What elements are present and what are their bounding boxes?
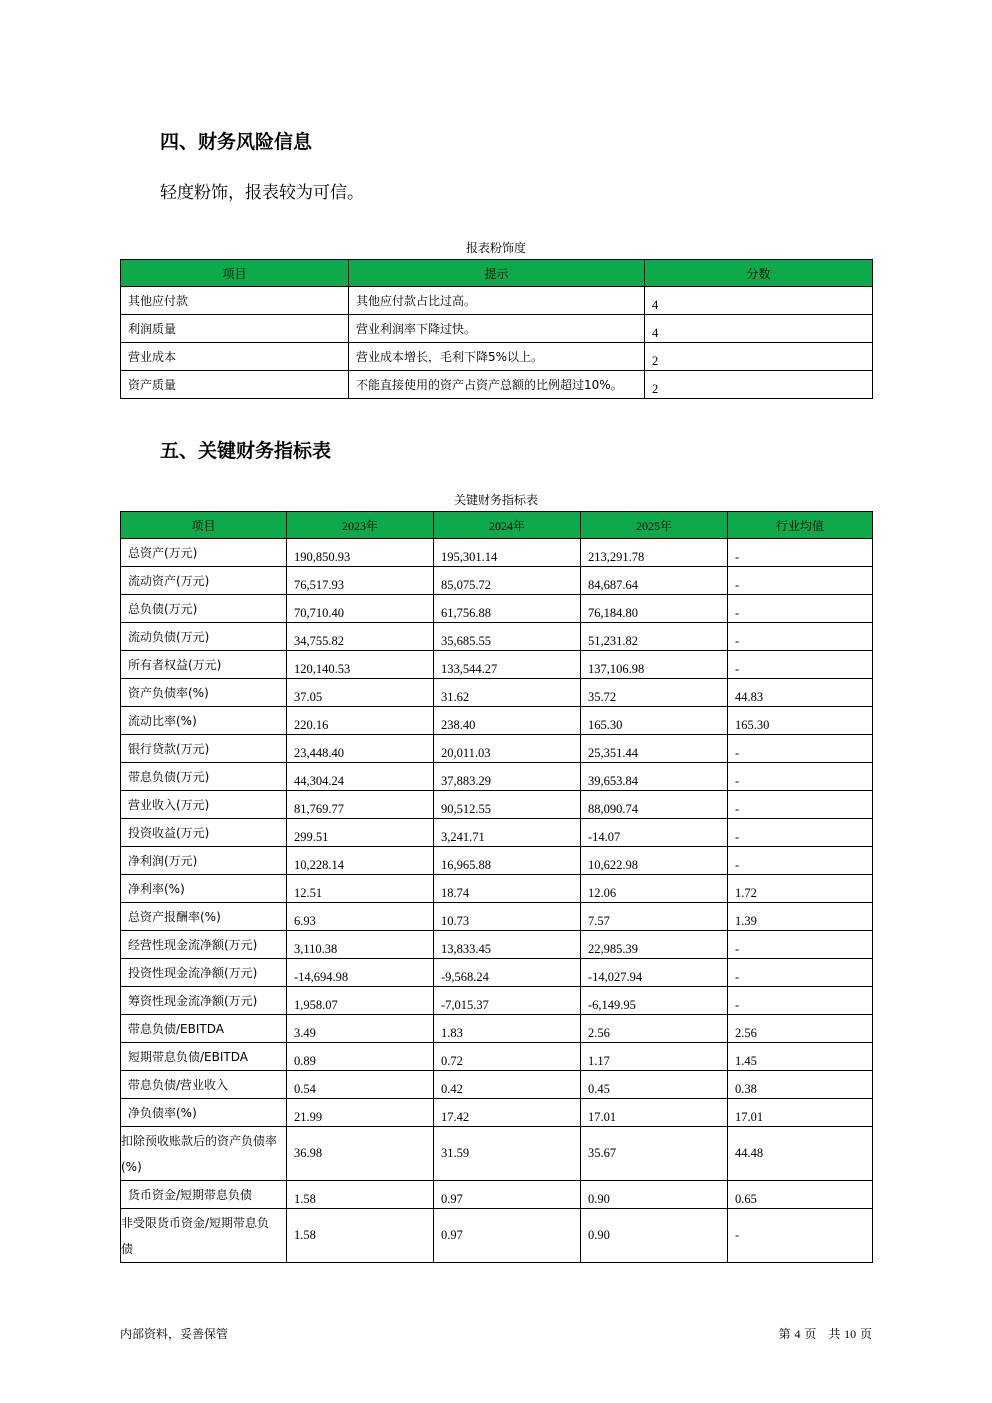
kpi-2025-cell: 12.06 [581,875,728,903]
risk-score-cell: 2 [645,371,873,399]
kpi-2025-cell: 1.17 [581,1043,728,1071]
kpi-item-cell: 营业收入(万元) [121,791,287,819]
kpi-2023-cell: 12.51 [287,875,434,903]
kpi-industry-avg-cell: 165.30 [728,707,873,735]
kpi-2023-cell: 1.58 [287,1181,434,1209]
kpi-2025-cell: 165.30 [581,707,728,735]
risk-table-header [121,260,873,287]
kpi-industry-avg-cell: - [728,623,873,651]
footer-confidential: 内部资料，妥善保管 [120,1327,229,1341]
kpi-2024-cell: 1.83 [434,1015,581,1043]
kpi-table-row [121,1209,873,1263]
kpi-item-cell: 扣除预收账款后的资产负债率(%) [121,1127,287,1181]
kpi-col-item: 项目 [121,512,287,539]
section5-heading: 五、关键财务指标表 [160,440,332,462]
risk-col-score: 分数 [645,260,873,287]
kpi-item-cell: 投资收益(万元) [121,819,287,847]
kpi-table-row [121,931,873,959]
kpi-2023-cell: 120,140.53 [287,651,434,679]
kpi-2023-cell: 21.99 [287,1099,434,1127]
kpi-item-cell: 非受限货币资金/短期带息负债 [121,1209,287,1263]
kpi-item-cell: 流动资产(万元) [121,567,287,595]
risk-score-cell: 4 [645,287,873,315]
kpi-industry-avg-cell: - [728,1209,873,1263]
kpi-table-row [121,1099,873,1127]
kpi-2025-cell: 0.90 [581,1181,728,1209]
risk-item-cell: 利润质量 [121,315,349,343]
kpi-2024-cell: 133,544.27 [434,651,581,679]
risk-item-cell: 其他应付款 [121,287,349,315]
kpi-table-row [121,903,873,931]
kpi-2024-cell: 16,965.88 [434,847,581,875]
risk-item-cell: 营业成本 [121,343,349,371]
kpi-2023-cell: 81,769.77 [287,791,434,819]
kpi-industry-avg-cell: - [728,595,873,623]
kpi-industry-avg-cell: 0.38 [728,1071,873,1099]
kpi-item-cell: 筹资性现金流净额(万元) [121,987,287,1015]
kpi-2024-cell: 10.73 [434,903,581,931]
kpi-table-row [121,1043,873,1071]
kpi-2023-cell: 70,710.40 [287,595,434,623]
kpi-2025-cell: 84,687.64 [581,567,728,595]
kpi-industry-avg-cell: 1.39 [728,903,873,931]
kpi-table-row [121,791,873,819]
kpi-table-row [121,847,873,875]
kpi-2023-cell: 36.98 [287,1127,434,1181]
kpi-item-cell: 短期带息负债/EBITDA [121,1043,287,1071]
kpi-2023-cell: 299.51 [287,819,434,847]
kpi-2023-cell: 6.93 [287,903,434,931]
kpi-item-cell: 带息负债/营业收入 [121,1071,287,1099]
kpi-item-cell: 银行贷款(万元) [121,735,287,763]
kpi-2023-cell: 10,228.14 [287,847,434,875]
kpi-col-2025: 2025年 [581,512,728,539]
kpi-industry-avg-cell: - [728,735,873,763]
kpi-industry-avg-cell: 0.65 [728,1181,873,1209]
kpi-industry-avg-cell: - [728,539,873,567]
kpi-table-row [121,1127,873,1181]
risk-table-row [121,315,873,343]
footer-page-number [779,1325,872,1342]
kpi-2024-cell: 31.62 [434,679,581,707]
kpi-table-row [121,763,873,791]
kpi-2023-cell: 0.89 [287,1043,434,1071]
kpi-item-cell: 净利率(%) [121,875,287,903]
kpi-industry-avg-cell: 44.48 [728,1127,873,1181]
kpi-table-row [121,707,873,735]
kpi-2023-cell: 3,110.38 [287,931,434,959]
kpi-table-row [121,987,873,1015]
risk-hint-cell: 不能直接使用的资产占资产总额的比例超过10%。 [349,371,645,399]
kpi-item-cell: 总资产报酬率(%) [121,903,287,931]
kpi-industry-avg-cell: - [728,651,873,679]
kpi-table-row [121,539,873,567]
kpi-item-cell: 净利润(万元) [121,847,287,875]
kpi-2024-cell: -9,568.24 [434,959,581,987]
kpi-table [120,511,873,1263]
kpi-table-header [121,512,873,539]
kpi-2025-cell: 22,985.39 [581,931,728,959]
kpi-table-row [121,1015,873,1043]
risk-item-cell: 资产质量 [121,371,349,399]
kpi-2024-cell: 0.97 [434,1209,581,1263]
risk-score-cell: 4 [645,315,873,343]
kpi-2025-cell: 35.67 [581,1127,728,1181]
kpi-industry-avg-cell: - [728,819,873,847]
kpi-2023-cell: 190,850.93 [287,539,434,567]
risk-hint-cell: 营业利润率下降过快。 [349,315,645,343]
kpi-2024-cell: 18.74 [434,875,581,903]
kpi-2025-cell: -6,149.95 [581,987,728,1015]
kpi-2024-cell: 0.97 [434,1181,581,1209]
kpi-2025-cell: 88,090.74 [581,791,728,819]
kpi-2023-cell: 44,304.24 [287,763,434,791]
kpi-2025-cell: -14,027.94 [581,959,728,987]
kpi-table-caption: 关键财务指标表 [453,493,538,507]
kpi-2024-cell: 35,685.55 [434,623,581,651]
kpi-2025-cell: 0.90 [581,1209,728,1263]
kpi-table-row [121,735,873,763]
risk-score-cell: 2 [645,343,873,371]
kpi-2025-cell: 0.45 [581,1071,728,1099]
kpi-table-row [121,875,873,903]
kpi-industry-avg-cell: 1.45 [728,1043,873,1071]
kpi-item-cell: 总负债(万元) [121,595,287,623]
kpi-table-row [121,651,873,679]
kpi-2025-cell: 76,184.80 [581,595,728,623]
page-total: 10 [844,1327,857,1341]
kpi-2024-cell: 20,011.03 [434,735,581,763]
kpi-table-row [121,567,873,595]
kpi-2023-cell: 76,517.93 [287,567,434,595]
kpi-item-cell: 净负债率(%) [121,1099,287,1127]
kpi-2025-cell: 2.56 [581,1015,728,1043]
kpi-2023-cell: 3.49 [287,1015,434,1043]
kpi-2024-cell: 238.40 [434,707,581,735]
kpi-2023-cell: 34,755.82 [287,623,434,651]
page-current: 4 [794,1327,801,1341]
page-prefix: 第 [778,1327,791,1341]
kpi-item-cell: 流动负债(万元) [121,623,287,651]
kpi-industry-avg-cell: 2.56 [728,1015,873,1043]
kpi-2024-cell: 3,241.71 [434,819,581,847]
kpi-2024-cell: -7,015.37 [434,987,581,1015]
kpi-item-cell: 所有者权益(万元) [121,651,287,679]
page-suffix: 页 [859,1327,872,1341]
kpi-industry-avg-cell: 1.72 [728,875,873,903]
kpi-2025-cell: 213,291.78 [581,539,728,567]
kpi-2025-cell: 10,622.98 [581,847,728,875]
page-mid: 页 共 [804,1327,841,1341]
kpi-2023-cell: -14,694.98 [287,959,434,987]
kpi-col-industry-avg: 行业均值 [728,512,873,539]
kpi-table-row [121,595,873,623]
kpi-table-row [121,959,873,987]
kpi-industry-avg-cell: 17.01 [728,1099,873,1127]
kpi-industry-avg-cell: - [728,791,873,819]
kpi-2024-cell: 195,301.14 [434,539,581,567]
kpi-2024-cell: 61,756.88 [434,595,581,623]
kpi-industry-avg-cell: - [728,987,873,1015]
kpi-2024-cell: 85,075.72 [434,567,581,595]
kpi-2025-cell: 17.01 [581,1099,728,1127]
kpi-2024-cell: 0.72 [434,1043,581,1071]
kpi-2024-cell: 17.42 [434,1099,581,1127]
kpi-item-cell: 带息负债(万元) [121,763,287,791]
kpi-item-cell: 总资产(万元) [121,539,287,567]
kpi-2025-cell: 51,231.82 [581,623,728,651]
kpi-item-cell: 货币资金/短期带息负债 [121,1181,287,1209]
kpi-table-row [121,1181,873,1209]
kpi-2023-cell: 1.58 [287,1209,434,1263]
risk-hint-cell: 其他应付款占比过高。 [349,287,645,315]
kpi-2025-cell: 25,351.44 [581,735,728,763]
risk-table-row [121,287,873,315]
kpi-2023-cell: 1,958.07 [287,987,434,1015]
kpi-2025-cell: -14.07 [581,819,728,847]
kpi-2024-cell: 13,833.45 [434,931,581,959]
kpi-table-row [121,623,873,651]
risk-table-row [121,343,873,371]
kpi-2025-cell: 7.57 [581,903,728,931]
kpi-col-2024: 2024年 [434,512,581,539]
kpi-2023-cell: 23,448.40 [287,735,434,763]
risk-table-row [121,371,873,399]
kpi-2024-cell: 31.59 [434,1127,581,1181]
kpi-item-cell: 资产负债率(%) [121,679,287,707]
kpi-2023-cell: 0.54 [287,1071,434,1099]
kpi-industry-avg-cell: 44.83 [728,679,873,707]
kpi-2024-cell: 0.42 [434,1071,581,1099]
kpi-table-row [121,1071,873,1099]
risk-table [120,259,873,399]
risk-col-hint: 提示 [349,260,645,287]
kpi-table-row [121,819,873,847]
kpi-item-cell: 经营性现金流净额(万元) [121,931,287,959]
kpi-item-cell: 投资性现金流净额(万元) [121,959,287,987]
section4-summary: 轻度粉饰，报表较为可信。 [160,183,364,203]
kpi-2025-cell: 35.72 [581,679,728,707]
risk-col-item: 项目 [121,260,349,287]
kpi-industry-avg-cell: - [728,959,873,987]
kpi-2025-cell: 137,106.98 [581,651,728,679]
kpi-2023-cell: 37.05 [287,679,434,707]
risk-table-caption: 报表粉饰度 [465,241,526,255]
kpi-2025-cell: 39,653.84 [581,763,728,791]
kpi-2023-cell: 220.16 [287,707,434,735]
kpi-table-row [121,679,873,707]
risk-hint-cell: 营业成本增长，毛利下降5%以上。 [349,343,645,371]
kpi-item-cell: 带息负债/EBITDA [121,1015,287,1043]
kpi-2024-cell: 90,512.55 [434,791,581,819]
kpi-2024-cell: 37,883.29 [434,763,581,791]
section4-heading: 四、财务风险信息 [160,131,313,153]
kpi-industry-avg-cell: - [728,567,873,595]
kpi-item-cell: 流动比率(%) [121,707,287,735]
kpi-industry-avg-cell: - [728,931,873,959]
kpi-industry-avg-cell: - [728,847,873,875]
kpi-col-2023: 2023年 [287,512,434,539]
kpi-industry-avg-cell: - [728,763,873,791]
